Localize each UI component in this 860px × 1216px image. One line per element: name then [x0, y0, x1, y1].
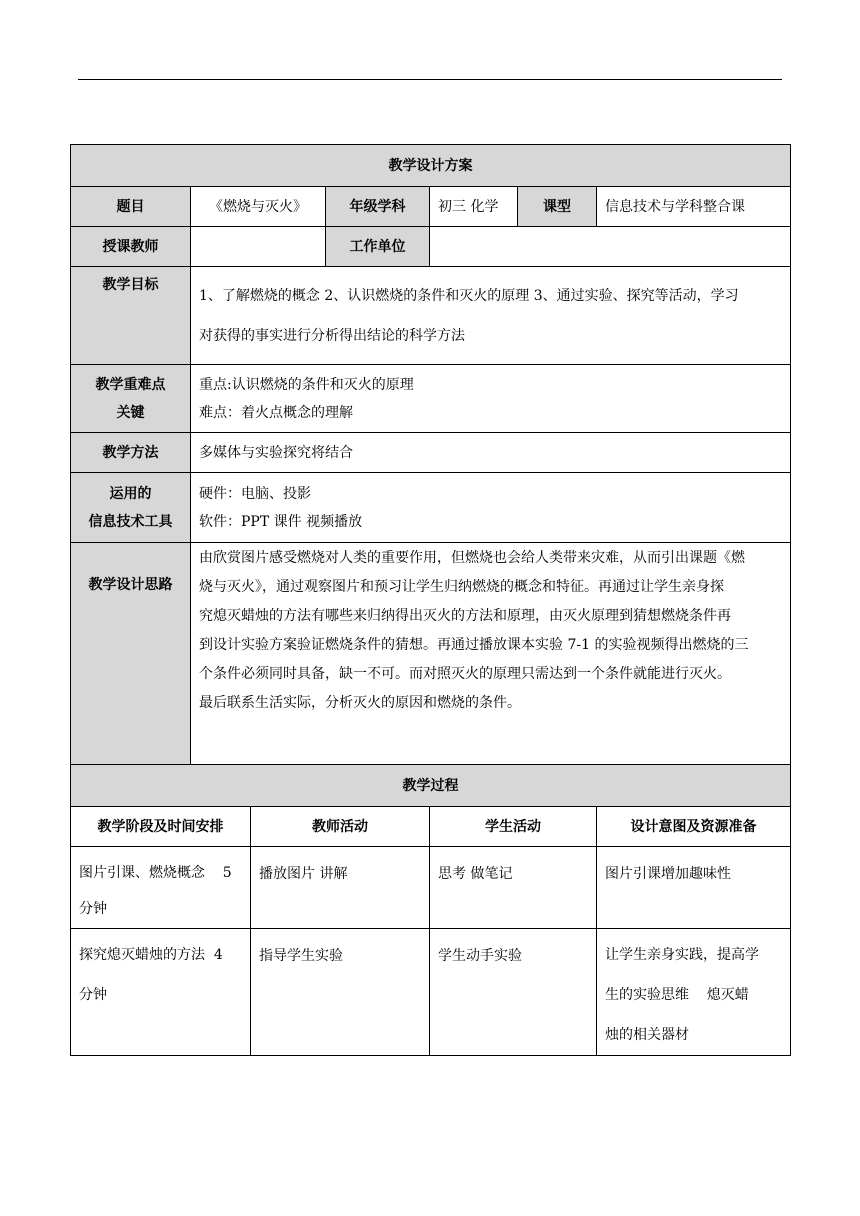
stage-line: 分钟	[79, 901, 107, 917]
key-points-label-line: 教学重难点	[95, 376, 166, 393]
type-value: 信息技术与学科整合课	[597, 187, 791, 227]
plan-title: 教学设计方案	[71, 145, 791, 187]
stage-line: 分钟	[79, 987, 107, 1003]
header-rule	[78, 79, 782, 80]
intent-line: 让学生亲身实践，提高学	[605, 947, 759, 963]
tools-label-line: 信息技术工具	[88, 513, 173, 530]
column-header-student: 学生活动	[430, 807, 597, 847]
design-line: 个条件必须同时具备，缺一不可。而对照灭火的原理只需达到一个条件就能进行灭火。	[199, 666, 731, 682]
stage-cell	[71, 847, 251, 929]
teacher-activity: 播放图片 讲解	[251, 847, 430, 929]
column-header-teacher: 教师活动	[251, 807, 430, 847]
stage-cell	[71, 929, 251, 1056]
difficulty-text: 难点：着火点概念的理解	[199, 404, 353, 421]
design-line: 究熄灭蜡烛的方法有哪些来归纳得出灭火的方法和原理，由灭火原理到猜想燃烧条件再	[199, 608, 731, 624]
tools-label-line: 运用的	[109, 485, 152, 502]
tools-content	[191, 473, 791, 543]
key-points-content	[191, 365, 791, 433]
stage-line: 探究熄灭蜡烛的方法 4	[79, 947, 223, 963]
teacher-label: 授课教师	[71, 227, 191, 267]
goals-label: 教学目标	[71, 267, 191, 365]
grade-label: 年级学科	[326, 187, 430, 227]
design-line: 最后联系生活实际，分析灭火的原因和燃烧的条件。	[199, 695, 521, 711]
type-label: 课型	[518, 187, 597, 227]
design-line: 到设计实验方案验证燃烧条件的猜想。再通过播放课本实验 7-1 的实验视频得出燃烧的三	[199, 637, 749, 653]
student-activity: 思考 做笔记	[430, 847, 597, 929]
topic-label: 题目	[71, 187, 191, 227]
key-points-label-line: 关键	[116, 404, 145, 421]
design-label: 教学设计思路	[71, 543, 191, 765]
goals-line: 1、了解燃烧的概念 2、认识燃烧的条件和灭火的原理 3、通过实验、探究等活动，学习	[199, 287, 739, 304]
design-line: 烧与灭火》，通过观察图片和预习让学生归纳燃烧的概念和特征。再通过让学生亲身探	[199, 579, 724, 595]
topic-value: 《燃烧与灭火》	[191, 187, 326, 227]
grade-value: 初三 化学	[430, 187, 518, 227]
method-label: 教学方法	[71, 433, 191, 473]
stage-line: 图片引课、燃烧概念 5	[79, 865, 232, 881]
intent-line: 生的实验思维 熄灭蜡	[605, 987, 749, 1003]
design-line: 由欣赏图片感受燃烧对人类的重要作用，但燃烧也会给人类带来灾难，从而引出课题《燃	[199, 550, 745, 566]
teacher-activity: 指导学生实验	[251, 929, 430, 1056]
software-text: 软件：PPT 课件 视频播放	[199, 513, 363, 530]
teacher-value	[191, 227, 326, 267]
tools-label	[71, 473, 191, 543]
design-intent: 图片引课增加趣味性	[597, 847, 791, 929]
column-header-stage: 教学阶段及时间安排	[71, 807, 251, 847]
hardware-text: 硬件：电脑、投影	[199, 485, 311, 502]
unit-label: 工作单位	[326, 227, 430, 267]
student-activity: 学生动手实验	[430, 929, 597, 1056]
focus-text: 重点:认识燃烧的条件和灭火的原理	[199, 376, 414, 393]
unit-value	[430, 227, 791, 267]
method-value: 多媒体与实验探究将结合	[191, 433, 791, 473]
key-points-label	[71, 365, 191, 433]
table-row	[71, 929, 791, 1056]
column-header-intent: 设计意图及资源准备	[597, 807, 791, 847]
intent-line: 烛的相关器材	[605, 1027, 689, 1043]
design-intent	[597, 929, 791, 1056]
design-content	[191, 543, 791, 765]
goals-line: 对获得的事实进行分析得出结论的科学方法	[199, 327, 465, 344]
goals-content	[191, 267, 791, 365]
process-title: 教学过程	[71, 765, 791, 807]
lesson-plan-table	[70, 144, 791, 1056]
table-row	[71, 847, 791, 929]
